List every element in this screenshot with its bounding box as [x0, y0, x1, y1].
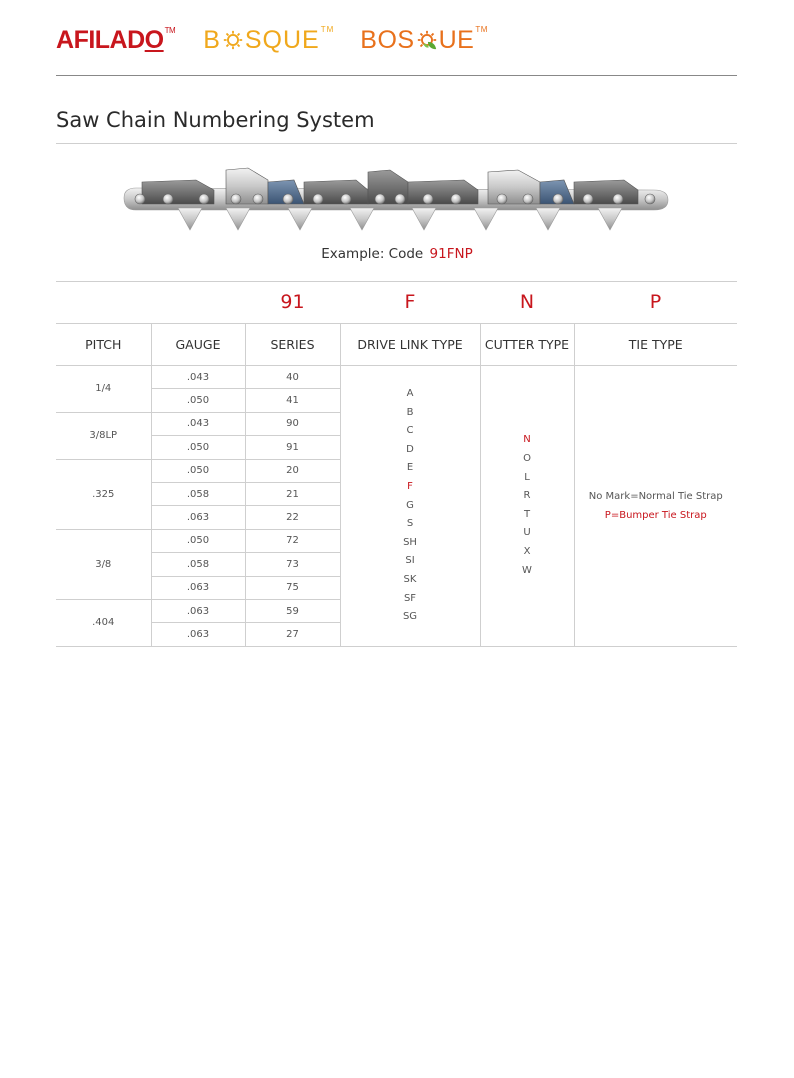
- table-row: [56, 366, 737, 389]
- code-drive-link: F: [404, 291, 416, 313]
- gauge-cell: .050: [151, 436, 245, 459]
- cutter-item: U: [523, 527, 531, 539]
- drive-link-item: SI: [405, 555, 415, 567]
- series-cell: 22: [245, 506, 340, 529]
- afilado-logo-mid: FILAD: [73, 25, 145, 54]
- drive-link-item: A: [406, 387, 414, 399]
- gauge-cell: .058: [151, 553, 245, 576]
- series-cell: 21: [245, 482, 340, 505]
- pitch-cell: .404: [56, 599, 151, 646]
- drive-link-item: SK: [403, 573, 417, 585]
- brand-logos: [56, 24, 488, 56]
- series-cell: 27: [245, 623, 340, 646]
- afilado-logo-o: O: [144, 25, 164, 54]
- bosque-yellow-logo: [203, 24, 334, 56]
- drive-link-item: SH: [403, 536, 417, 548]
- gauge-cell: .050: [151, 389, 245, 412]
- series-cell: 20: [245, 459, 340, 482]
- header-drive-link-type: DRIVE LINK TYPE: [340, 324, 480, 366]
- series-cell: 90: [245, 412, 340, 435]
- cutter-item: T: [523, 508, 531, 520]
- gauge-cell: .063: [151, 623, 245, 646]
- page-title: Saw Chain Numbering System: [56, 108, 375, 132]
- header-gauge: GAUGE: [151, 324, 245, 366]
- tie-type-normal: No Mark=Normal Tie Strap: [588, 490, 723, 502]
- afilado-logo-a: A: [56, 25, 74, 54]
- header-series: SERIES: [245, 324, 340, 366]
- drive-link-item: SG: [402, 611, 418, 623]
- series-cell: 40: [245, 366, 340, 389]
- code-series: 91: [280, 291, 305, 313]
- pitch-cell: .325: [56, 459, 151, 529]
- series-cell: 59: [245, 599, 340, 622]
- gauge-cell: .050: [151, 529, 245, 552]
- series-cell: 73: [245, 553, 340, 576]
- cutter-item-highlight: N: [523, 434, 531, 446]
- series-cell: 75: [245, 576, 340, 599]
- gauge-cell: .063: [151, 599, 245, 622]
- example-label: Example: Code: [321, 246, 424, 262]
- bosque-yellow-right: SQUE: [244, 25, 320, 54]
- drive-link-item: D: [406, 443, 414, 455]
- drive-link-type-list: [340, 366, 480, 647]
- pitch-cell: 1/4: [56, 366, 151, 413]
- code-letters-row: [56, 282, 737, 323]
- series-cell: 72: [245, 529, 340, 552]
- afilado-tm: TM: [164, 25, 176, 35]
- afilado-logo: [56, 24, 175, 56]
- leaf-gear-icon: [416, 29, 438, 51]
- drive-link-item: B: [406, 406, 414, 418]
- series-cell-highlight: 91: [245, 436, 340, 459]
- header-cutter-type: CUTTER TYPE: [480, 324, 574, 366]
- cutter-item: O: [523, 453, 531, 465]
- cutter-item: R: [523, 490, 531, 502]
- gauge-cell: .050: [151, 459, 245, 482]
- tie-type-bumper: P=Bumper Tie Strap: [604, 509, 707, 521]
- gauge-cell: .063: [151, 576, 245, 599]
- code-tie: P: [649, 291, 662, 313]
- bosque-orange-right: UE: [438, 25, 475, 54]
- cutter-type-list: [480, 366, 574, 647]
- tie-type-list: [574, 366, 737, 647]
- gear-icon: [222, 29, 244, 51]
- pitch-cell: 3/8LP: [56, 412, 151, 459]
- example-code: 91FNP: [429, 246, 473, 262]
- title-divider: [56, 143, 737, 144]
- bosque-yellow-tm: TM: [320, 24, 335, 34]
- gauge-cell: .058: [151, 482, 245, 505]
- header-divider: [56, 75, 737, 76]
- cutter-item: W: [522, 564, 532, 576]
- drive-link-item: G: [406, 499, 414, 511]
- header-tie-type: TIE TYPE: [574, 324, 737, 366]
- gauge-cell: .043: [151, 412, 245, 435]
- header-pitch: PITCH: [56, 324, 151, 366]
- bosque-orange-logo: [360, 24, 488, 56]
- pitch-cell: 3/8: [56, 529, 151, 599]
- bosque-orange-left: BOS: [360, 25, 415, 54]
- numbering-table: [56, 323, 737, 647]
- drive-link-item: S: [406, 518, 414, 530]
- table-header-row: [56, 324, 737, 366]
- gauge-cell: .043: [151, 366, 245, 389]
- drive-link-item: E: [406, 462, 414, 474]
- example-caption: [0, 246, 794, 262]
- code-cutter: N: [519, 291, 535, 313]
- series-cell: 41: [245, 389, 340, 412]
- gauge-cell: .063: [151, 506, 245, 529]
- saw-chain-image: [118, 160, 674, 242]
- bosque-orange-tm: TM: [475, 24, 488, 34]
- drive-link-item-highlight: F: [407, 480, 413, 492]
- cutter-item: X: [523, 546, 531, 558]
- cutter-item: L: [524, 471, 530, 483]
- bosque-yellow-left: B: [203, 25, 221, 54]
- drive-link-item: SF: [403, 592, 417, 604]
- drive-link-item: C: [406, 425, 414, 437]
